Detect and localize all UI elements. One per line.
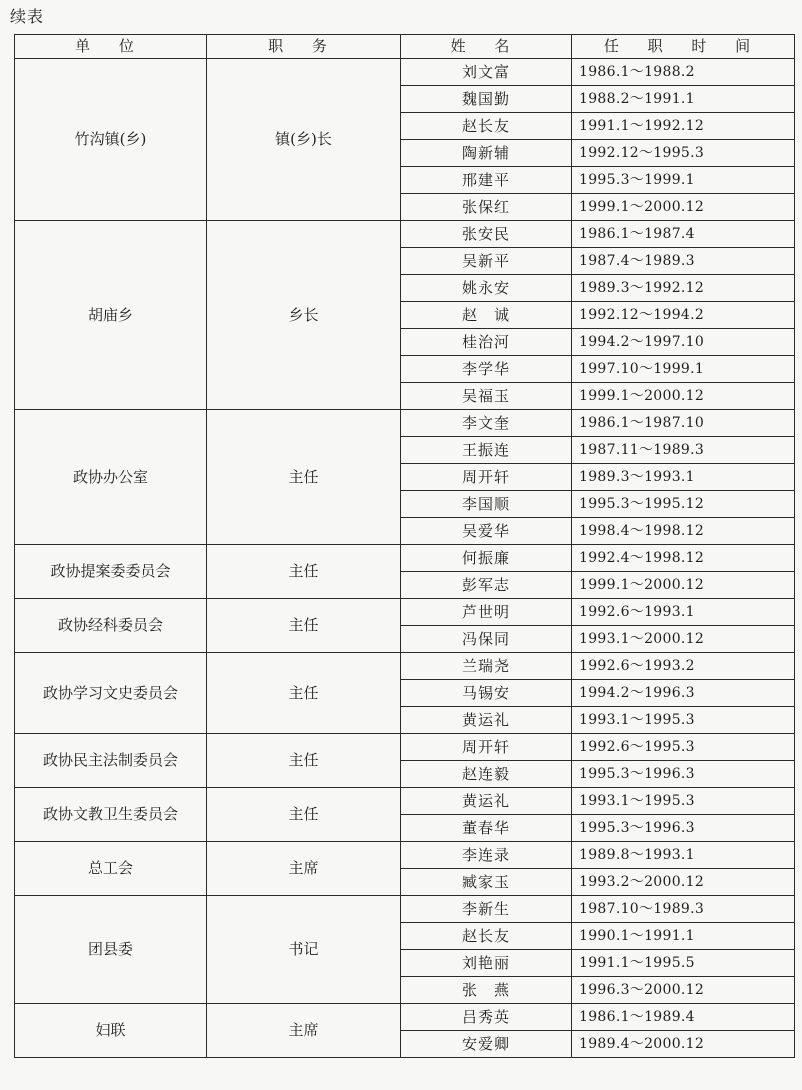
header-row <box>15 35 795 59</box>
term-cell: 1993.2～2000.12 <box>572 869 795 896</box>
name-cell: 张安民 <box>401 221 572 248</box>
term-cell: 1993.1～2000.12 <box>572 626 795 653</box>
term-cell: 1998.4～1998.12 <box>572 518 795 545</box>
header-name: 姓 名 <box>401 35 572 59</box>
term-cell: 1991.1～1992.12 <box>572 113 795 140</box>
unit-cell: 团县委 <box>15 896 207 1004</box>
name-cell: 兰瑞尧 <box>401 653 572 680</box>
table-row <box>15 221 795 248</box>
term-cell: 1999.1～2000.12 <box>572 194 795 221</box>
term-cell: 1986.1～1987.10 <box>572 410 795 437</box>
officials-table <box>14 34 795 1058</box>
name-cell: 陶新辅 <box>401 140 572 167</box>
term-cell: 1994.2～1997.10 <box>572 329 795 356</box>
name-cell: 张 燕 <box>401 977 572 1004</box>
name-cell: 刘文富 <box>401 59 572 86</box>
table-row <box>15 1004 795 1031</box>
name-cell: 王振连 <box>401 437 572 464</box>
term-cell: 1992.6～1995.3 <box>572 734 795 761</box>
name-cell: 黄运礼 <box>401 707 572 734</box>
term-cell: 1989.8～1993.1 <box>572 842 795 869</box>
name-cell: 黄运礼 <box>401 788 572 815</box>
name-cell: 吕秀英 <box>401 1004 572 1031</box>
name-cell: 吴新平 <box>401 248 572 275</box>
unit-cell: 政协民主法制委员会 <box>15 734 207 788</box>
unit-cell: 竹沟镇(乡) <box>15 59 207 221</box>
term-cell: 1989.3～1992.12 <box>572 275 795 302</box>
name-cell: 冯保同 <box>401 626 572 653</box>
table-row <box>15 599 795 626</box>
name-cell: 李连录 <box>401 842 572 869</box>
position-cell: 主席 <box>207 842 401 896</box>
name-cell: 姚永安 <box>401 275 572 302</box>
header-term: 任 职 时 间 <box>572 35 795 59</box>
term-cell: 1995.3～1999.1 <box>572 167 795 194</box>
name-cell: 赵 诚 <box>401 302 572 329</box>
position-cell: 主任 <box>207 545 401 599</box>
unit-cell: 总工会 <box>15 842 207 896</box>
name-cell: 芦世明 <box>401 599 572 626</box>
table-row <box>15 410 795 437</box>
name-cell: 赵长友 <box>401 923 572 950</box>
name-cell: 赵长友 <box>401 113 572 140</box>
term-cell: 1987.10～1989.3 <box>572 896 795 923</box>
name-cell: 李国顺 <box>401 491 572 518</box>
term-cell: 1995.3～1996.3 <box>572 761 795 788</box>
position-cell: 主任 <box>207 788 401 842</box>
term-cell: 1992.4～1998.12 <box>572 545 795 572</box>
name-cell: 桂治河 <box>401 329 572 356</box>
table-caption: 续表 <box>10 7 45 26</box>
term-cell: 1993.1～1995.3 <box>572 707 795 734</box>
position-cell: 主任 <box>207 410 401 545</box>
term-cell: 1999.1～2000.12 <box>572 383 795 410</box>
header-unit: 单 位 <box>15 35 207 59</box>
unit-cell: 政协文教卫生委员会 <box>15 788 207 842</box>
term-cell: 1994.2～1996.3 <box>572 680 795 707</box>
name-cell: 李文奎 <box>401 410 572 437</box>
name-cell: 吴福玉 <box>401 383 572 410</box>
name-cell: 李学华 <box>401 356 572 383</box>
name-cell: 李新生 <box>401 896 572 923</box>
name-cell: 赵连毅 <box>401 761 572 788</box>
term-cell: 1986.1～1987.4 <box>572 221 795 248</box>
position-cell: 镇(乡)长 <box>207 59 401 221</box>
term-cell: 1990.1～1991.1 <box>572 923 795 950</box>
name-cell: 魏国勤 <box>401 86 572 113</box>
table-row <box>15 734 795 761</box>
unit-cell: 政协经科委员会 <box>15 599 207 653</box>
term-cell: 1992.6～1993.1 <box>572 599 795 626</box>
position-cell: 主任 <box>207 599 401 653</box>
name-cell: 臧家玉 <box>401 869 572 896</box>
header-position: 职 务 <box>207 35 401 59</box>
name-cell: 何振廉 <box>401 545 572 572</box>
term-cell: 1993.1～1995.3 <box>572 788 795 815</box>
name-cell: 马锡安 <box>401 680 572 707</box>
term-cell: 1999.1～2000.12 <box>572 572 795 599</box>
unit-cell: 胡庙乡 <box>15 221 207 410</box>
term-cell: 1997.10～1999.1 <box>572 356 795 383</box>
unit-cell: 政协办公室 <box>15 410 207 545</box>
position-cell: 主席 <box>207 1004 401 1058</box>
term-cell: 1987.4～1989.3 <box>572 248 795 275</box>
term-cell: 1987.11～1989.3 <box>572 437 795 464</box>
term-cell: 1992.6～1993.2 <box>572 653 795 680</box>
unit-cell: 妇联 <box>15 1004 207 1058</box>
term-cell: 1995.3～1996.3 <box>572 815 795 842</box>
table-body <box>15 59 795 1058</box>
term-cell: 1986.1～1988.2 <box>572 59 795 86</box>
table-row <box>15 896 795 923</box>
term-cell: 1992.12～1994.2 <box>572 302 795 329</box>
position-cell: 乡长 <box>207 221 401 410</box>
position-cell: 主任 <box>207 653 401 734</box>
name-cell: 张保红 <box>401 194 572 221</box>
unit-cell: 政协提案委委员会 <box>15 545 207 599</box>
term-cell: 1995.3～1995.12 <box>572 491 795 518</box>
name-cell: 安爱卿 <box>401 1031 572 1058</box>
name-cell: 周开轩 <box>401 734 572 761</box>
name-cell: 刘艳丽 <box>401 950 572 977</box>
unit-cell: 政协学习文史委员会 <box>15 653 207 734</box>
term-cell: 1989.3～1993.1 <box>572 464 795 491</box>
name-cell: 彭军志 <box>401 572 572 599</box>
name-cell: 邢建平 <box>401 167 572 194</box>
table-row <box>15 788 795 815</box>
table-row <box>15 59 795 86</box>
term-cell: 1991.1～1995.5 <box>572 950 795 977</box>
name-cell: 周开轩 <box>401 464 572 491</box>
term-cell: 1992.12～1995.3 <box>572 140 795 167</box>
table-row <box>15 653 795 680</box>
term-cell: 1989.4～2000.12 <box>572 1031 795 1058</box>
position-cell: 主任 <box>207 734 401 788</box>
name-cell: 董春华 <box>401 815 572 842</box>
term-cell: 1986.1～1989.4 <box>572 1004 795 1031</box>
table-row <box>15 545 795 572</box>
name-cell: 吴爱华 <box>401 518 572 545</box>
table-row <box>15 842 795 869</box>
term-cell: 1988.2～1991.1 <box>572 86 795 113</box>
position-cell: 书记 <box>207 896 401 1004</box>
term-cell: 1996.3～2000.12 <box>572 977 795 1004</box>
